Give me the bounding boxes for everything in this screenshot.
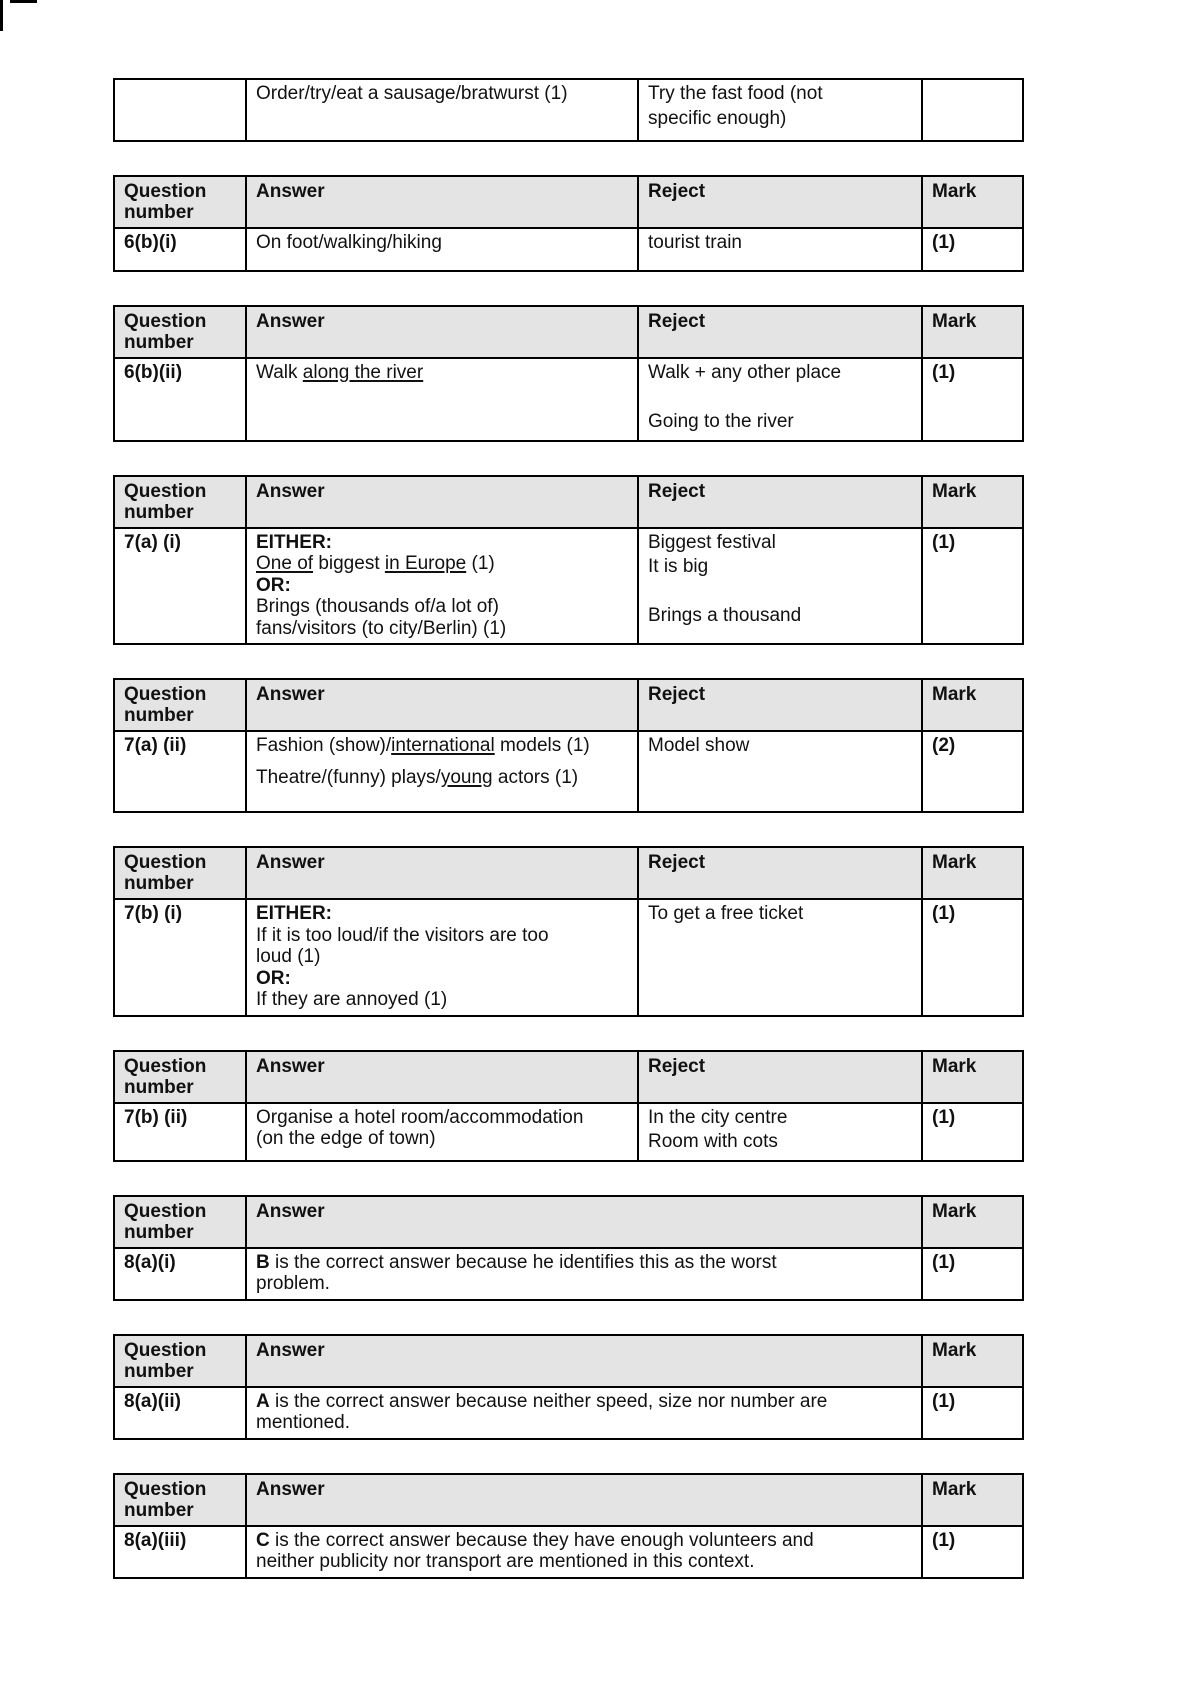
column-header-mark: Mark [922, 306, 1023, 358]
column-header-question: Question number [114, 476, 246, 528]
reject-line: specific enough) [648, 107, 787, 129]
column-header-answer: Answer [246, 847, 638, 899]
reject-line: Biggest festival [648, 531, 776, 553]
question-number-cell: 6(b)(i) [114, 228, 246, 271]
table-row [114, 228, 1023, 271]
mark-cell [922, 79, 1023, 141]
answer-line: One of biggest in Europe (1) [256, 553, 495, 574]
table-row [114, 1387, 1023, 1439]
reject-cell [638, 731, 922, 812]
column-header-reject: Reject [638, 679, 922, 731]
column-header-question: Question number [114, 176, 246, 228]
mark-cell: (1) [922, 228, 1023, 271]
answer-line: C is the correct answer because they have enough volunteers and [256, 1529, 814, 1551]
answer-cell [246, 899, 638, 1016]
answer-line: OR: [256, 574, 291, 596]
column-header-mark: Mark [922, 176, 1023, 228]
answer-cell [246, 1526, 922, 1578]
mark-cell: (1) [922, 528, 1023, 645]
reject-cell [638, 1103, 922, 1161]
answer-cell [246, 528, 638, 645]
mark-cell: (1) [922, 1103, 1023, 1161]
column-header-reject: Reject [638, 176, 922, 228]
column-header-reject: Reject [638, 476, 922, 528]
answer-line: loud (1) [256, 946, 321, 967]
question-number-cell: 6(b)(ii) [114, 358, 246, 441]
mark-cell: (2) [922, 731, 1023, 812]
column-header-mark: Mark [922, 1335, 1023, 1387]
mark-scheme-page [113, 78, 1022, 1612]
column-header-answer: Answer [246, 679, 638, 731]
column-header-reject: Reject [638, 847, 922, 899]
column-header-question: Question number [114, 1335, 246, 1387]
column-header-answer: Answer [246, 1196, 922, 1248]
question-number-cell: 7(b) (i) [114, 899, 246, 1016]
column-header-question: Question number [114, 1051, 246, 1103]
table-row [114, 731, 1023, 812]
table-row [114, 1103, 1023, 1161]
mark-cell: (1) [922, 1248, 1023, 1300]
answer-cell [246, 1387, 922, 1439]
reject-line: Walk + any other place [648, 362, 842, 383]
reject-cell [638, 528, 922, 645]
table-row [114, 1526, 1023, 1578]
answer-cell [246, 79, 638, 141]
reject-line: Room with cots [648, 1131, 778, 1152]
q7bi-table [113, 846, 1024, 1017]
header-row [114, 1335, 1023, 1387]
reject-line [648, 581, 913, 603]
answer-line: Fashion (show)/international models (1) [256, 735, 590, 756]
reject-line: To get a free ticket [648, 903, 804, 924]
column-header-mark: Mark [922, 1474, 1023, 1526]
column-header-mark: Mark [922, 847, 1023, 899]
column-header-answer: Answer [246, 176, 638, 228]
column-header-mark: Mark [922, 476, 1023, 528]
header-row [114, 1196, 1023, 1248]
header-row [114, 1474, 1023, 1526]
answer-line: fans/visitors (to city/Berlin) (1) [256, 617, 507, 639]
column-header-mark: Mark [922, 679, 1023, 731]
reject-cell [638, 899, 922, 1016]
reject-line: Going to the river [648, 411, 794, 432]
column-header-mark: Mark [922, 1051, 1023, 1103]
answer-line: Organise a hotel room/accommodation [256, 1106, 584, 1128]
question-number-cell: 8(a)(iii) [114, 1526, 246, 1578]
q6bii-table [113, 305, 1024, 442]
column-header-answer: Answer [246, 306, 638, 358]
reject-cell [638, 358, 922, 441]
q8aiii-table [113, 1473, 1024, 1579]
column-header-question: Question number [114, 306, 246, 358]
mark-cell: (1) [922, 358, 1023, 441]
answer-cell [246, 1248, 922, 1300]
column-header-reject: Reject [638, 1051, 922, 1103]
answer-line: If they are annoyed (1) [256, 989, 448, 1010]
question-number-cell: 7(a) (i) [114, 528, 246, 645]
q8aii-table [113, 1334, 1024, 1440]
mark-cell: (1) [922, 1526, 1023, 1578]
column-header-question: Question number [114, 1474, 246, 1526]
q6bi-table [113, 175, 1024, 272]
reject-cell [638, 79, 922, 141]
column-header-answer: Answer [246, 1474, 922, 1526]
reject-line: In the city centre [648, 1106, 788, 1128]
question-number-cell: 8(a)(ii) [114, 1387, 246, 1439]
reject-line: Model show [648, 735, 750, 756]
column-header-answer: Answer [246, 1051, 638, 1103]
q7aii-table [113, 678, 1024, 813]
reject-cell [638, 228, 922, 271]
question-number-cell: 8(a)(i) [114, 1248, 246, 1300]
reject-line: tourist train [648, 232, 742, 253]
answer-line: A is the correct answer because neither speed, size nor number are [256, 1390, 828, 1412]
header-row [114, 847, 1023, 899]
table-row [114, 528, 1023, 645]
table-row [114, 1248, 1023, 1300]
q7ai-table [113, 475, 1024, 646]
header-row [114, 176, 1023, 228]
mark-cell: (1) [922, 1387, 1023, 1439]
answer-line: neither publicity nor transport are mentioned in this context. [256, 1551, 755, 1572]
answer-line: EITHER: [256, 531, 332, 553]
header-row [114, 306, 1023, 358]
answer-line: If it is too loud/if the visitors are too [256, 924, 549, 946]
column-header-question: Question number [114, 679, 246, 731]
answer-cell [246, 1103, 638, 1161]
table-row [114, 79, 1023, 141]
answer-line: problem. [256, 1273, 330, 1294]
header-row [114, 679, 1023, 731]
answer-line: B is the correct answer because he identifies this as the worst [256, 1251, 777, 1273]
table-row [114, 358, 1023, 441]
column-header-question: Question number [114, 847, 246, 899]
column-header-mark: Mark [922, 1196, 1023, 1248]
question-number-cell: 7(b) (ii) [114, 1103, 246, 1161]
q8ai-table [113, 1195, 1024, 1301]
answer-line: On foot/walking/hiking [256, 232, 442, 253]
q7bii-table [113, 1050, 1024, 1162]
reject-line: Try the fast food (not [648, 83, 823, 104]
answer-line: Theatre/(funny) plays/young actors (1) [256, 766, 579, 788]
answer-cell [246, 358, 638, 441]
reject-line: It is big [648, 556, 709, 577]
answer-cell [246, 228, 638, 271]
question-number-cell [114, 79, 246, 141]
answer-cell [246, 731, 638, 812]
column-header-answer: Answer [246, 1335, 922, 1387]
answer-line: OR: [256, 967, 291, 989]
header-row [114, 476, 1023, 528]
answer-line: EITHER: [256, 903, 332, 924]
page-corner-mark-vertical [0, 0, 3, 31]
continuation-row-table [113, 78, 1024, 142]
answer-line: Brings (thousands of/a lot of) [256, 596, 499, 617]
question-number-cell: 7(a) (ii) [114, 731, 246, 812]
answer-line: (on the edge of town) [256, 1128, 436, 1149]
header-row [114, 1051, 1023, 1103]
column-header-answer: Answer [246, 476, 638, 528]
reject-line: Brings a thousand [648, 605, 802, 626]
column-header-question: Question number [114, 1196, 246, 1248]
mark-cell: (1) [922, 899, 1023, 1016]
column-header-reject: Reject [638, 306, 922, 358]
reject-line [648, 387, 913, 409]
page-corner-mark-horizontal [10, 0, 37, 3]
answer-line: mentioned. [256, 1412, 351, 1433]
table-row [114, 899, 1023, 1016]
answer-line: Order/try/eat a sausage/bratwurst (1) [256, 83, 568, 104]
answer-line: Walk along the river [256, 362, 424, 383]
